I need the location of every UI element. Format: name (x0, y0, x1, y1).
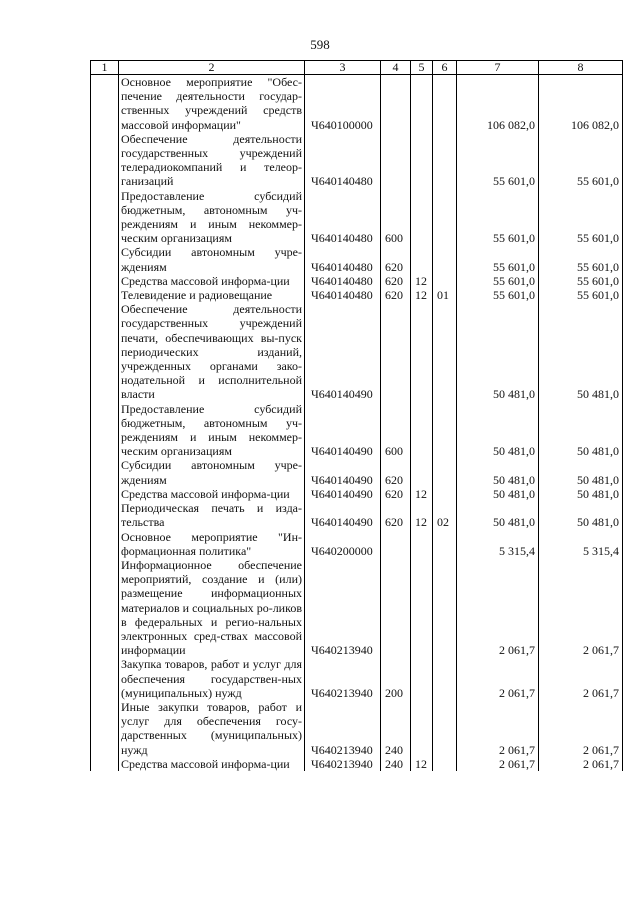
table-row (91, 132, 623, 189)
expense-type-cell (381, 530, 411, 558)
row-number-cell (91, 274, 119, 288)
subsection-cell (433, 402, 457, 459)
table-row (91, 302, 623, 401)
amount-2020-cell: 55 601,0 (539, 245, 623, 273)
row-name-cell: Обеспечение деятельности государственных учреждений печати, обеспечивающих вы-пуск периодических изданий, учрежденных органами зако-нодательной и исполнительной власти (119, 302, 305, 401)
row-number-cell (91, 530, 119, 558)
row-name-cell: Субсидии автономным учре-ждениям (119, 245, 305, 273)
table-row (91, 657, 623, 700)
table-header (91, 61, 623, 75)
row-name-cell: Закупка товаров, работ и услуг для обеспечения государствен-ных (муниципальных) нужд (119, 657, 305, 700)
amount-2019-cell: 55 601,0 (457, 132, 539, 189)
target-code-cell: Ч640140480 (305, 245, 381, 273)
amount-2019-cell: 55 601,0 (457, 189, 539, 246)
section-cell: 12 (411, 487, 433, 501)
target-code-cell: Ч640213940 (305, 700, 381, 757)
amount-2020-cell: 55 601,0 (539, 189, 623, 246)
row-number-cell (91, 458, 119, 486)
subsection-cell (433, 458, 457, 486)
target-code-cell: Ч640140480 (305, 189, 381, 246)
section-cell (411, 245, 433, 273)
expense-type-cell: 600 (381, 189, 411, 246)
target-code-cell: Ч640140490 (305, 302, 381, 401)
row-number-cell (91, 501, 119, 529)
subsection-cell (433, 274, 457, 288)
table-row (91, 530, 623, 558)
amount-2019-cell: 2 061,7 (457, 558, 539, 657)
subsection-cell (433, 189, 457, 246)
row-number-cell (91, 757, 119, 771)
section-cell (411, 700, 433, 757)
row-number-cell (91, 402, 119, 459)
subsection-cell (433, 302, 457, 401)
row-number-cell (91, 302, 119, 401)
amount-2019-cell: 2 061,7 (457, 757, 539, 771)
row-number-cell (91, 189, 119, 246)
amount-2019-cell: 2 061,7 (457, 700, 539, 757)
section-cell (411, 402, 433, 459)
row-number-cell (91, 657, 119, 700)
amount-2020-cell: 50 481,0 (539, 302, 623, 401)
section-cell: 12 (411, 757, 433, 771)
amount-2020-cell: 2 061,7 (539, 558, 623, 657)
table-row (91, 274, 623, 288)
expense-type-cell (381, 558, 411, 657)
target-code-cell: Ч640140490 (305, 487, 381, 501)
subsection-cell: 01 (433, 288, 457, 302)
amount-2020-cell: 106 082,0 (539, 75, 623, 132)
table-row (91, 487, 623, 501)
target-code-cell: Ч640140480 (305, 274, 381, 288)
subsection-cell (433, 700, 457, 757)
table-row (91, 757, 623, 771)
amount-2020-cell: 2 061,7 (539, 700, 623, 757)
target-code-cell: Ч640140490 (305, 501, 381, 529)
row-name-cell: Обеспечение деятельности государственных учреждений телерадиокомпаний и телеор-ганизаций (119, 132, 305, 189)
row-name-cell: Информационное обеспечение мероприятий, создание и (или) размещение информационных материалов и социальных ро-ликов в федеральных и регио-нальных электронных сред-ствах массовой информации (119, 558, 305, 657)
subsection-cell: 02 (433, 501, 457, 529)
expense-type-cell: 620 (381, 458, 411, 486)
expense-type-cell: 620 (381, 501, 411, 529)
target-code-cell: Ч640140480 (305, 132, 381, 189)
section-cell (411, 302, 433, 401)
amount-2019-cell: 55 601,0 (457, 288, 539, 302)
amount-2020-cell: 55 601,0 (539, 288, 623, 302)
subsection-cell (433, 132, 457, 189)
subsection-cell (433, 245, 457, 273)
amount-2019-cell: 106 082,0 (457, 75, 539, 132)
section-cell: 12 (411, 501, 433, 529)
column-header: 7 (457, 61, 539, 75)
row-name-cell: Средства массовой информа-ции (119, 487, 305, 501)
row-number-cell (91, 487, 119, 501)
column-header: 5 (411, 61, 433, 75)
row-number-cell (91, 288, 119, 302)
table-row (91, 458, 623, 486)
subsection-cell (433, 530, 457, 558)
expense-type-cell: 200 (381, 657, 411, 700)
table-row (91, 558, 623, 657)
expense-type-cell: 240 (381, 700, 411, 757)
amount-2019-cell: 5 315,4 (457, 530, 539, 558)
amount-2019-cell: 2 061,7 (457, 657, 539, 700)
amount-2020-cell: 50 481,0 (539, 501, 623, 529)
section-cell (411, 530, 433, 558)
page-number: 598 (310, 37, 330, 52)
row-number-cell (91, 245, 119, 273)
expense-type-cell: 620 (381, 288, 411, 302)
row-name-cell: Основное мероприятие "Ин-формационная политика" (119, 530, 305, 558)
row-name-cell: Телевидение и радиовещание (119, 288, 305, 302)
subsection-cell (433, 558, 457, 657)
target-code-cell: Ч640213940 (305, 657, 381, 700)
table-row (91, 288, 623, 302)
amount-2020-cell: 5 315,4 (539, 530, 623, 558)
expense-type-cell: 620 (381, 245, 411, 273)
target-code-cell: Ч640100000 (305, 75, 381, 132)
column-header: 2 (119, 61, 305, 75)
amount-2019-cell: 50 481,0 (457, 302, 539, 401)
section-cell: 12 (411, 288, 433, 302)
section-cell (411, 189, 433, 246)
table-row (91, 189, 623, 246)
amount-2020-cell: 50 481,0 (539, 487, 623, 501)
amount-2020-cell: 55 601,0 (539, 132, 623, 189)
table-row (91, 501, 623, 529)
expense-type-cell (381, 75, 411, 132)
row-number-cell (91, 558, 119, 657)
target-code-cell: Ч640140480 (305, 288, 381, 302)
row-name-cell: Основное мероприятие "Обес-печение деятельности государ-ственных учреждений средств массовой информации" (119, 75, 305, 132)
expense-type-cell (381, 302, 411, 401)
section-cell (411, 657, 433, 700)
target-code-cell: Ч640140490 (305, 458, 381, 486)
amount-2019-cell: 50 481,0 (457, 501, 539, 529)
target-code-cell: Ч640213940 (305, 558, 381, 657)
amount-2020-cell: 50 481,0 (539, 402, 623, 459)
amount-2019-cell: 50 481,0 (457, 487, 539, 501)
amount-2019-cell: 55 601,0 (457, 274, 539, 288)
subsection-cell (433, 757, 457, 771)
subsection-cell (433, 487, 457, 501)
section-cell (411, 458, 433, 486)
row-name-cell: Предоставление субсидий бюджетным, автономным уч-реждениям и иным некоммер-ческим организациям (119, 189, 305, 246)
row-name-cell: Средства массовой информа-ции (119, 757, 305, 771)
row-name-cell: Субсидии автономным учре-ждениям (119, 458, 305, 486)
row-number-cell (91, 132, 119, 189)
amount-2019-cell: 50 481,0 (457, 402, 539, 459)
budget-table (90, 60, 623, 771)
table-row (91, 402, 623, 459)
expense-type-cell: 620 (381, 487, 411, 501)
subsection-cell (433, 657, 457, 700)
column-header: 3 (305, 61, 381, 75)
amount-2019-cell: 50 481,0 (457, 458, 539, 486)
amount-2020-cell: 55 601,0 (539, 274, 623, 288)
table-row (91, 245, 623, 273)
expense-type-cell: 620 (381, 274, 411, 288)
expense-type-cell: 240 (381, 757, 411, 771)
column-header: 6 (433, 61, 457, 75)
table-row (91, 700, 623, 757)
section-cell: 12 (411, 274, 433, 288)
column-header: 8 (539, 61, 623, 75)
amount-2019-cell: 55 601,0 (457, 245, 539, 273)
amount-2020-cell: 2 061,7 (539, 757, 623, 771)
column-header: 1 (91, 61, 119, 75)
row-name-cell: Периодическая печать и изда-тельства (119, 501, 305, 529)
expense-type-cell: 600 (381, 402, 411, 459)
expense-type-cell (381, 132, 411, 189)
amount-2020-cell: 2 061,7 (539, 657, 623, 700)
table-body (91, 75, 623, 771)
target-code-cell: Ч640213940 (305, 757, 381, 771)
column-header: 4 (381, 61, 411, 75)
row-number-cell (91, 700, 119, 757)
row-name-cell: Предоставление субсидий бюджетным, автономным уч-реждениям и иным некоммер-ческим организациям (119, 402, 305, 459)
section-cell (411, 558, 433, 657)
table-row (91, 75, 623, 132)
row-name-cell: Средства массовой информа-ции (119, 274, 305, 288)
target-code-cell: Ч640200000 (305, 530, 381, 558)
amount-2020-cell: 50 481,0 (539, 458, 623, 486)
subsection-cell (433, 75, 457, 132)
section-cell (411, 132, 433, 189)
target-code-cell: Ч640140490 (305, 402, 381, 459)
section-cell (411, 75, 433, 132)
row-number-cell (91, 75, 119, 132)
row-name-cell: Иные закупки товаров, работ и услуг для обеспечения госу-дарственных (муниципальных) нужд (119, 700, 305, 757)
